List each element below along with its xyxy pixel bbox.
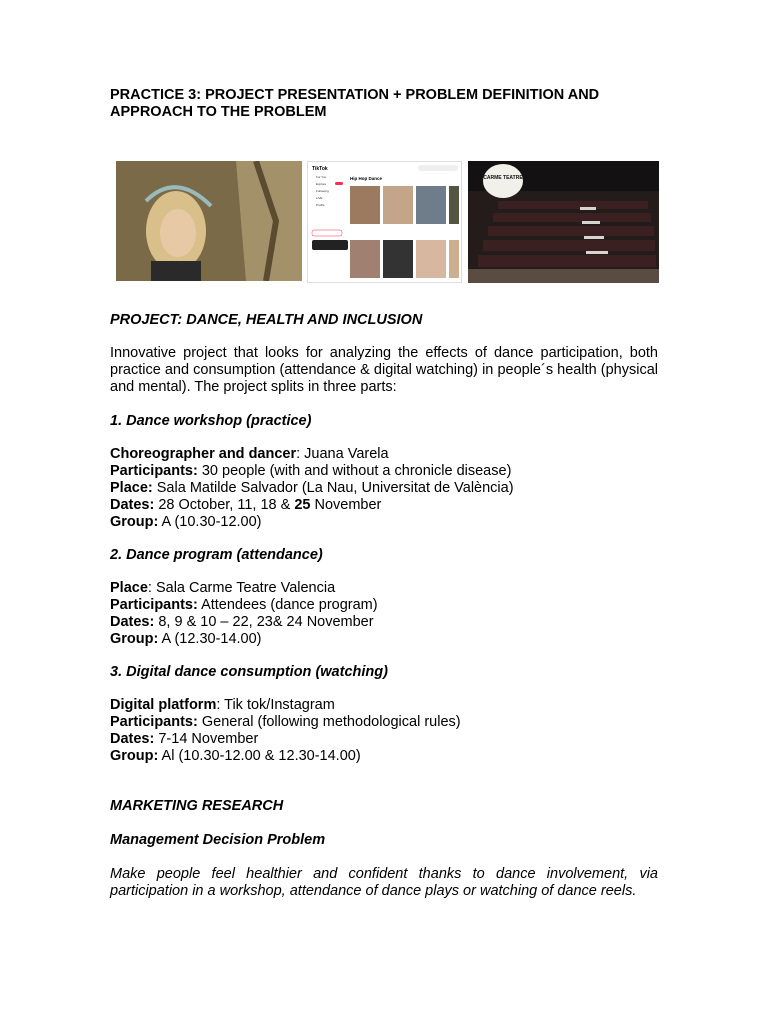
document-title: PRACTICE 3: PROJECT PRESENTATION + PROBLEM DEFINITION AND APPROACH TO THE PROBLEM xyxy=(110,87,600,120)
part1-details: Choreographer and dancer: Juana Varela Participants: 30 people (with and without a chronicle disease) Place: Sala Matilde Salvador (La Nau, Universitat de València) Dates: 28 October, 11, 18 & 25 November Group: A (10.30-12.00) xyxy=(110,446,514,530)
part1-heading: 1. Dance workshop (practice) xyxy=(110,413,312,429)
tiktok-menu-explore: Explore xyxy=(316,182,327,186)
theatre-photo xyxy=(468,161,659,283)
marketing-heading: MARKETING RESEARCH xyxy=(110,798,284,814)
part3-heading: 3. Digital dance consumption (watching) xyxy=(110,664,388,680)
tiktok-brand: TikTok xyxy=(312,166,328,172)
part3-details: Digital platform: Tik tok/Instagram Participants: General (following methodological rules) Dates: 7-14 November Group: Al (10.30-12.00 & 12.30-14.00) xyxy=(110,697,461,764)
marketing-text: Make people feel healthier and confident thanks to dance involvement, via participation in a workshop, attendance of dance plays or watching of dance reels. xyxy=(110,866,658,899)
image-strip xyxy=(116,161,660,283)
tiktok-menu-live: LIVE xyxy=(316,196,323,200)
tiktok-heading: Hip Hop Dance xyxy=(350,176,383,181)
part2-heading: 2. Dance program (attendance) xyxy=(110,547,323,563)
part2-details: Place: Sala Carme Teatre Valencia Participants: Attendees (dance program) Dates: 8, 9 & 10 – 22, 23& 24 November Group: A (12.30-14.00) xyxy=(110,580,378,647)
tiktok-menu-for-you: For You xyxy=(316,175,327,179)
theatre-logo: CARME TEATRE xyxy=(483,175,523,181)
tiktok-menu-following: Following xyxy=(316,189,329,193)
dancer-photo xyxy=(116,161,302,281)
project-intro: Innovative project that looks for analyzing the effects of dance participation, both practice and consumption (attendance & digital watching) in people´s health (physical and mental). The project splits in three parts: xyxy=(110,345,658,395)
project-heading: PROJECT: DANCE, HEALTH AND INCLUSION xyxy=(110,312,423,328)
tiktok-screenshot xyxy=(307,161,462,283)
tiktok-menu-profile: Profile xyxy=(316,203,325,207)
marketing-subheading: Management Decision Problem xyxy=(110,832,326,848)
